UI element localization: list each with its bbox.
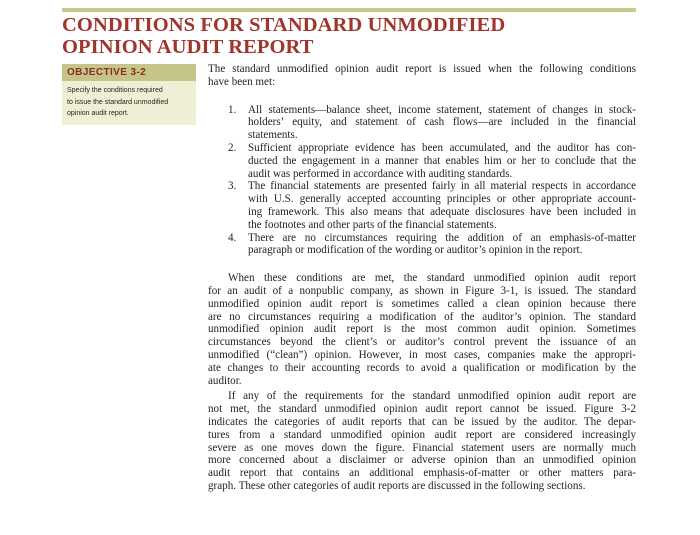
text-line: If any of the requirements for the standard unmodified opinion audit report are <box>228 390 636 403</box>
body-text <box>208 63 636 493</box>
text-line: graph. These other categories of audit reports are discussed in the following sections. <box>208 479 586 492</box>
heading-line: CONDITIONS FOR STANDARD UNMODIFIED <box>62 14 506 36</box>
text-line: not met, the standard unmodified opinion audit report cannot be issued. Figure 3-2 <box>208 403 636 416</box>
section-heading <box>62 14 636 58</box>
text-line: All statements—balance sheet, income statement, statement of changes in stock- <box>248 103 636 116</box>
text-line: the footnotes and other parts of the financial statements. <box>248 218 497 231</box>
condition-item <box>208 142 636 180</box>
text-line: ducted the engagement in a manner that enables him or her to conclude that the <box>248 154 636 167</box>
text-line: Sufficient appropriate evidence has been accumulated, and the auditor has con- <box>248 141 636 154</box>
text-line: The financial statements are presented fairly in all material respects in accordance <box>248 180 636 193</box>
objective-description-line: to issue the standard unmodified <box>67 98 169 106</box>
text-line: holders’ equity, and statement of cash flows—are included in the financial <box>248 116 636 129</box>
body-paragraph <box>208 390 636 492</box>
text-line: with U.S. generally accepted accounting principles or other appropriate account- <box>248 193 636 206</box>
text-line: statements. <box>248 129 298 142</box>
text-line: audit was performed in accordance with auditing standards. <box>248 167 513 180</box>
condition-number: 4. <box>228 231 237 244</box>
text-line: auditor. <box>208 374 242 387</box>
condition-item <box>208 232 636 258</box>
condition-item <box>208 104 636 142</box>
heading-line: OPINION AUDIT REPORT <box>62 36 314 58</box>
text-line: unmodified (“clean”) opinion. However, in most cases, companies make the appropri- <box>208 348 636 361</box>
text-line: paragraph or modification of the wording or auditor’s opinion in the report. <box>248 244 583 257</box>
text-line: unmodified opinion audit report is sometimes called a clean opinion because there <box>208 297 636 310</box>
text-line: have been met: <box>208 75 276 88</box>
text-line: more concerned about a disclaimer or adverse opinion than an unmodified opinion <box>208 454 636 467</box>
condition-number: 1. <box>228 103 237 116</box>
condition-number: 2. <box>228 141 237 154</box>
text-line: indicates the categories of audit reports that can be issued by the auditor. The depar- <box>208 415 636 428</box>
objective-box <box>62 64 196 125</box>
objective-description <box>62 81 196 125</box>
condition-item <box>208 180 636 231</box>
objective-label: OBJECTIVE 3-2 <box>62 64 196 81</box>
text-line: There are no circumstances requiring the addition of an emphasis-of-matter <box>248 231 636 244</box>
text-line: ate changes to their accounting records to avoid a qualification or modification by the <box>208 361 636 374</box>
top-rule <box>62 8 636 12</box>
text-line: When these conditions are met, the standard unmodified opinion audit report <box>228 272 636 285</box>
text-line: The standard unmodified opinion audit report is issued when the following conditions <box>208 63 636 75</box>
conditions-list <box>208 104 636 258</box>
objective-description-line: Specify the conditions required <box>67 87 163 94</box>
intro-paragraph <box>208 63 636 89</box>
text-line: circumstances beyond the client’s or auditor’s control prevent the issuance of an <box>208 336 636 349</box>
body-paragraph <box>208 272 636 387</box>
text-line: are no circumstances requiring a modification of the auditor’s opinion. The standard <box>208 310 636 323</box>
text-line: for an audit of a nonpublic company, as shown in Figure 3-1, is issued. The standard <box>208 284 636 297</box>
text-line: tures from a standard unmodified opinion audit report are considered increasingly <box>208 428 636 441</box>
text-line: severe as one moves down the figure. Financial statement users are normally much <box>208 441 636 454</box>
text-line: ing framework. This also means that adequate disclosures have been included in <box>248 205 636 218</box>
text-line: audit report that contains an additional emphasis-of-matter or other matters para- <box>208 467 636 480</box>
condition-number: 3. <box>228 180 237 193</box>
text-line: unmodified opinion audit report is the most common audit opinion. Sometimes <box>208 323 636 336</box>
objective-description-line: opinion audit report. <box>67 110 129 117</box>
